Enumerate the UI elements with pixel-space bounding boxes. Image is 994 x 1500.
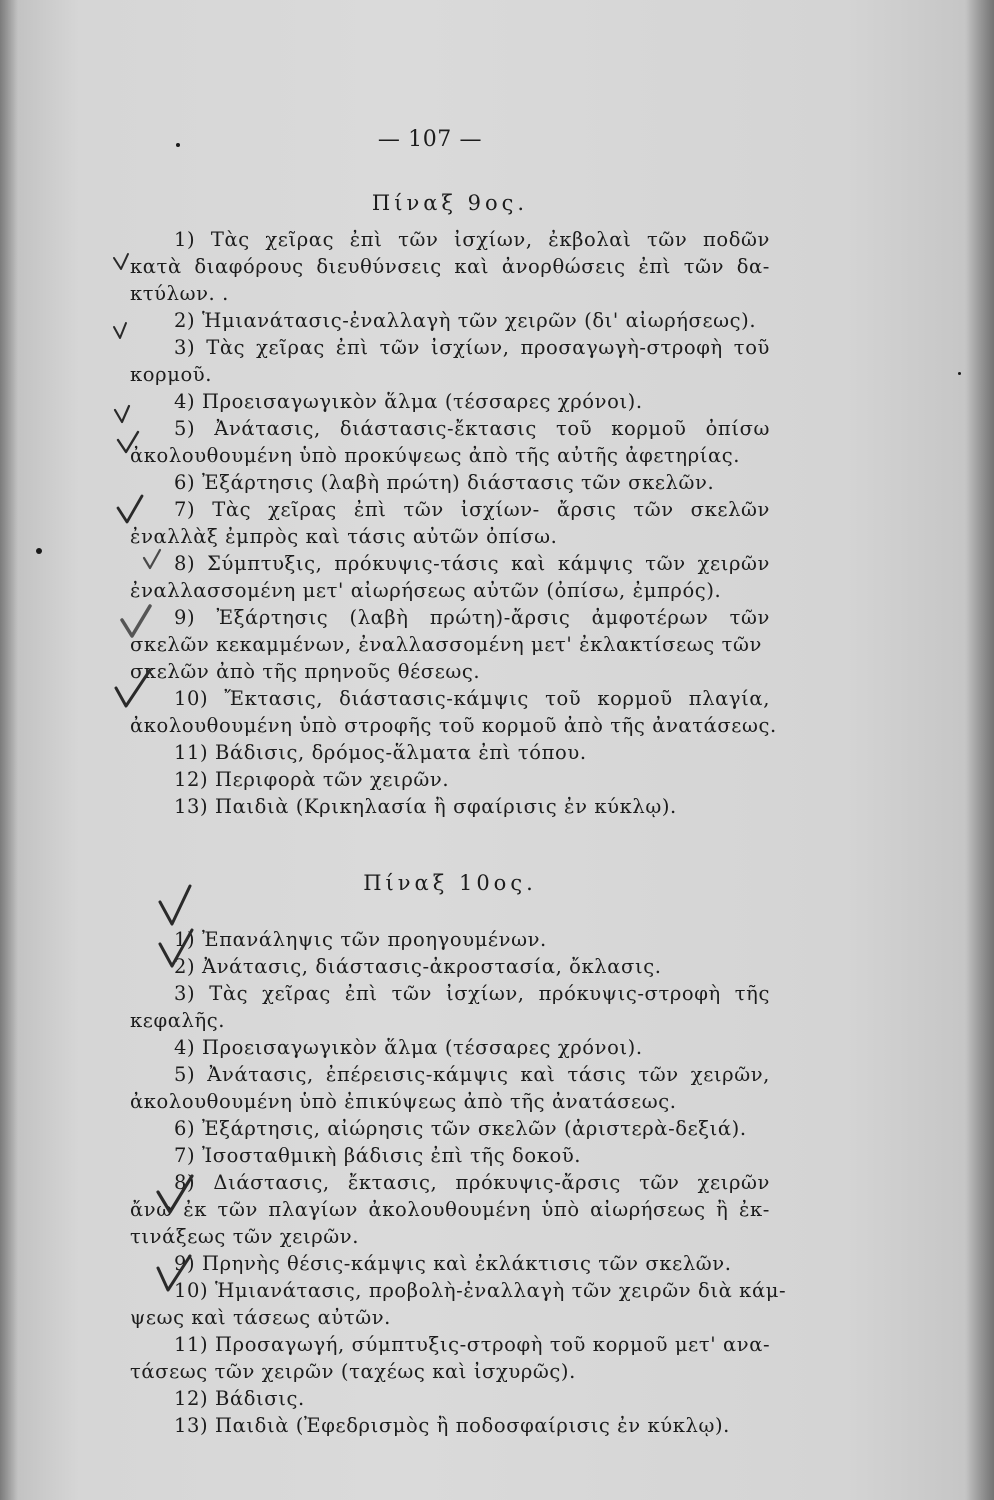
text-line: τάσεως τῶν χειρῶν (ταχέως καὶ ἰσχυρῶς). xyxy=(130,1360,576,1383)
page-number: — 107 — xyxy=(377,127,483,152)
text-line: 1) Τὰς χεῖρας ἐπὶ τῶν ἰσχίων, ἐκβολαὶ τῶν ποδῶν xyxy=(174,228,770,251)
text-line: 7) Ἰσοσταθμικὴ βάδισις ἐπὶ τῆς δοκοῦ. xyxy=(174,1144,582,1167)
text-line: 8) Σύμπτυξις, πρόκυψις-τάσις καὶ κάμψις τῶν χειρῶν xyxy=(174,552,770,575)
page-text xyxy=(130,120,787,1439)
binding-shadow xyxy=(0,0,18,1500)
text-line: ἐναλλὰξ ἐμπρὸς καὶ τάσις αὐτῶν ὀπίσω. xyxy=(130,525,558,548)
text-line: ἄνω ἐκ τῶν πλαγίων ἀκολουθουμένη ὑπὸ αἰωρήσεως ἢ ἐκ- xyxy=(130,1198,770,1221)
text-line: ἐναλλασσομένη μετ' αἰωρήσεως αὐτῶν (ὀπίσω, ἐμπρός). xyxy=(130,579,722,602)
text-line: 13) Παιδιὰ (Κρικηλασία ἢ σφαίρισις ἐν κύκλῳ). xyxy=(174,795,677,818)
page-edge-shadow xyxy=(966,0,994,1500)
table-9-heading: Πίναξ 9ος. xyxy=(371,191,529,215)
text-line: 1) Ἐπανάληψις τῶν προηγουμένων. xyxy=(174,928,547,951)
text-line: 12) Περιφορὰ τῶν χειρῶν. xyxy=(174,768,450,791)
text-line: 12) Βάδισις. xyxy=(174,1387,305,1410)
check-mark-icon xyxy=(115,406,129,422)
text-line: 5) Ἀνάτασις, διάστασις-ἔκτασις τοῦ κορμοῦ ὀπίσω xyxy=(174,417,770,440)
text-line: κατὰ διαφόρους διευθύνσεις καὶ ἀνορθώσεις ἐπὶ τῶν δα- xyxy=(130,255,770,278)
text-line: 2) Ἡμιανάτασις-ἐναλλαγὴ τῶν χειρῶν (δι' αἰωρήσεως). xyxy=(174,309,757,332)
text-line: ἀκολουθουμένη ὑπὸ ἐπικύψεως ἀπὸ τῆς ἀνατάσεως. xyxy=(130,1090,677,1113)
text-line: 9) Πρηνὴς θέσις-κάμψις καὶ ἐκλάκτισις τῶν σκελῶν. xyxy=(174,1252,732,1275)
text-line: κεφαλῆς. xyxy=(130,1009,226,1032)
text-line: 10) Ἔκτασις, διάστασις-κάμψις τοῦ κορμοῦ πλαγία, xyxy=(174,687,770,710)
text-line: 11) Προσαγωγή, σύμπτυξις-στροφὴ τοῦ κορμοῦ μετ' ανα- xyxy=(174,1333,771,1356)
text-line: 10) Ἡμιανάτασις, προβολὴ-ἐναλλαγὴ τῶν χειρῶν διὰ κάμ- xyxy=(174,1279,787,1302)
check-mark-icon xyxy=(114,323,126,338)
text-line: 8) Διάστασις, ἔκτασις, πρόκυψις-ἄρσις τῶν χειρῶν xyxy=(174,1171,770,1194)
text-line: 6) Ἐξάρτησις (λαβὴ πρώτη) διάστασις τῶν σκελῶν. xyxy=(174,471,715,494)
text-line: 6) Ἐξάρτησις, αἰώρησις τῶν σκελῶν (ἀριστερὰ-δεξιά). xyxy=(174,1117,747,1140)
text-line: κτύλων. . xyxy=(130,282,229,305)
table-10-heading: Πίναξ 10ος. xyxy=(363,871,537,895)
text-line: 3) Τὰς χεῖρας ἐπὶ τῶν ἰσχίων, πρόκυψις-στροφὴ τῆς xyxy=(174,982,770,1005)
text-line: κορμοῦ. xyxy=(130,363,213,386)
text-line: ψεως καὶ τάσεως αὐτῶν. xyxy=(130,1306,391,1329)
check-mark-icon xyxy=(114,254,128,269)
text-line: ἀκολουθουμένη ὑπὸ στροφῆς τοῦ κορμοῦ ἀπὸ τῆς ἀνατάσεως. xyxy=(130,714,777,737)
text-line: 7) Τὰς χεῖρας ἐπὶ τῶν ἰσχίων- ἄρσις τῶν σκελῶν xyxy=(174,498,770,521)
text-line: 13) Παιδιὰ (Ἐφεδρισμὸς ἢ ποδοσφαίρισις ἐν κύκλῳ). xyxy=(174,1414,730,1437)
ink-speck xyxy=(36,548,42,554)
text-line: 4) Προεισαγωγικὸν ἅλμα (τέσσαρες χρόνοι). xyxy=(174,390,643,413)
ink-speck xyxy=(958,372,961,375)
text-line: 2) Ἀνάτασις, διάστασις-ἀκροστασία, ὄκλασις. xyxy=(174,955,662,978)
text-line: σκελῶν ἀπὸ τῆς πρηνοῦς θέσεως. xyxy=(130,660,481,683)
text-line: σκελῶν κεκαμμένων, ἐναλλασσομένη μετ' ἐκλακτίσεως τῶν xyxy=(130,633,762,656)
text-line: τινάξεως τῶν χειρῶν. xyxy=(130,1225,360,1248)
text-line: 9) Ἐξάρτησις (λαβὴ πρώτη)-ἄρσις ἀμφοτέρων τῶν xyxy=(174,606,770,629)
text-line: 5) Ἀνάτασις, ἐπέρεισις-κάμψις καὶ τάσις τῶν χειρῶν, xyxy=(174,1063,770,1086)
text-line: 11) Βάδισις, δρόμος-ἅλματα ἐπὶ τόπου. xyxy=(174,741,587,764)
text-line: ἀκολουθουμένη ὑπὸ προκύψεως ἀπὸ τῆς αὐτῆς ἀφετηρίας. xyxy=(130,444,741,467)
text-line: 4) Προεισαγωγικὸν ἅλμα (τέσσαρες χρόνοι). xyxy=(174,1036,643,1059)
text-line: 3) Τὰς χεῖρας ἐπὶ τῶν ἰσχίων, προσαγωγὴ-στροφὴ τοῦ xyxy=(174,336,770,359)
